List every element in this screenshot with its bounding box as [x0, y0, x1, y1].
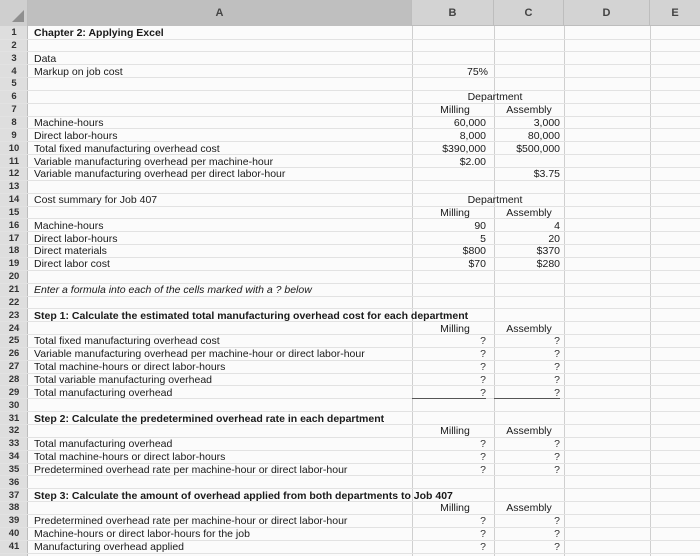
row-number[interactable]: 31 [8, 412, 20, 424]
row-number[interactable]: 30 [8, 399, 20, 411]
row-number[interactable]: 29 [8, 386, 20, 398]
sheet-row [0, 27, 700, 40]
column-header-e[interactable]: E [671, 7, 679, 19]
sheet-row [0, 490, 700, 503]
cell-b-value[interactable]: $390,000 [442, 142, 486, 155]
sheet-row [0, 425, 700, 438]
cell-b-value[interactable]: 5 [480, 232, 486, 245]
sheet-row [0, 194, 700, 207]
row-number[interactable]: 7 [11, 104, 17, 116]
cell-a-label[interactable]: Chapter 2: Applying Excel [34, 27, 164, 39]
cell-b-value[interactable]: $70 [468, 258, 486, 271]
cell-a-label[interactable]: Direct labor-hours [34, 129, 118, 142]
cell-a-label[interactable]: Machine-hours [34, 219, 104, 232]
cell-a-label[interactable]: Direct labor cost [34, 258, 110, 271]
cell-b-value[interactable]: Milling [440, 425, 470, 438]
cell-c-value[interactable]: 4 [554, 219, 560, 232]
formula-input-cell-c[interactable]: ? [554, 528, 560, 541]
row-number[interactable]: 32 [8, 425, 20, 437]
cell-a-label[interactable]: Variable manufacturing overhead per machine-hour or direct labor-hour [34, 348, 365, 361]
sheet-row [0, 220, 700, 233]
formula-input-cell-b[interactable]: ? [412, 387, 486, 400]
cell-a-label[interactable]: Markup on job cost [34, 65, 123, 78]
cell-a-label[interactable]: Variable manufacturing overhead per direct labor-hour [34, 168, 286, 181]
row-number[interactable]: 23 [8, 309, 20, 321]
cell-a-label[interactable]: Total fixed manufacturing overhead cost [34, 335, 220, 348]
row-number[interactable]: 21 [8, 284, 20, 295]
sheet-row [0, 297, 700, 310]
cell-b-value[interactable]: 75% [466, 65, 488, 78]
cell-c-value[interactable]: 3,000 [533, 116, 560, 129]
sheet-row [0, 233, 700, 246]
row-number[interactable]: 40 [8, 528, 20, 540]
sheet-row [0, 387, 700, 400]
sheet-row [0, 528, 700, 541]
select-all-corner[interactable] [0, 0, 28, 26]
cell-a-label[interactable]: Predetermined overhead rate per machine-hour or direct labor-hour [34, 463, 348, 476]
sheet-row [0, 143, 700, 156]
formula-input-cell-b[interactable]: ? [480, 438, 486, 451]
row-number[interactable]: 20 [8, 271, 20, 283]
cell-a-label[interactable]: Total fixed manufacturing overhead cost [34, 142, 220, 155]
sheet-row [0, 78, 700, 91]
cell-b-value[interactable]: Department [467, 91, 523, 104]
row-number[interactable]: 4 [11, 65, 17, 77]
sheet-row [0, 451, 700, 464]
row-number[interactable]: 36 [8, 476, 20, 488]
cell-a-label[interactable]: Total machine-hours or direct labor-hours [34, 361, 226, 374]
column-header-d[interactable]: D [564, 0, 650, 26]
row-number[interactable]: 27 [8, 361, 20, 373]
row-number[interactable]: 13 [8, 181, 20, 193]
sheet-row [0, 541, 700, 554]
cell-a-label[interactable]: Variable manufacturing overhead per machine-hour [34, 155, 274, 168]
cell-b-value[interactable]: Milling [440, 322, 470, 335]
sheet-row [0, 464, 700, 477]
row-number[interactable]: 5 [11, 78, 17, 90]
sheet-row [0, 258, 700, 271]
sheet-row [0, 207, 700, 220]
formula-input-cell-c[interactable]: ? [554, 438, 560, 451]
sheet-row [0, 335, 700, 348]
sheet-row [0, 245, 700, 258]
formula-input-cell-b[interactable]: ? [480, 335, 486, 348]
cell-a-label[interactable]: Direct materials [34, 245, 107, 258]
row-number[interactable]: 10 [8, 142, 20, 154]
sheet-row [0, 348, 700, 361]
cell-c-value[interactable]: 80,000 [527, 129, 560, 142]
row-number[interactable]: 9 [11, 129, 17, 141]
row-number[interactable]: 11 [8, 155, 20, 167]
cell-a-label[interactable]: Machine-hours or direct labor-hours for the job [34, 528, 250, 541]
row-number[interactable]: 28 [8, 373, 20, 385]
row-number[interactable]: 19 [8, 258, 20, 270]
cell-b-value[interactable]: 60,000 [453, 116, 486, 129]
cell-a-label[interactable]: Step 3: Calculate the amount of overhead applied from both departments to Job 407 [34, 489, 453, 502]
cell-c-value[interactable]: $280 [536, 258, 560, 271]
row-number[interactable]: 33 [8, 438, 20, 450]
select-all-icon [12, 10, 24, 22]
formula-input-cell-b[interactable]: ? [480, 451, 486, 464]
sheet-row [0, 40, 700, 53]
cell-a-label[interactable]: Step 1: Calculate the estimated total manufacturing overhead cost for each department [34, 309, 469, 322]
row-number[interactable]: 35 [8, 463, 20, 475]
cell-a-label[interactable]: Enter a formula into each of the cells marked with a ? below [34, 284, 312, 296]
cell-b-value[interactable]: 90 [474, 219, 486, 232]
sheet-row [0, 104, 700, 117]
sheet-row [0, 400, 700, 413]
sheet-row [0, 53, 700, 66]
cell-c-value[interactable]: Assembly [506, 206, 552, 219]
sheet-row [0, 477, 700, 490]
cell-c-value[interactable]: $500,000 [516, 142, 560, 155]
sheet-row [0, 130, 700, 143]
cell-c-value[interactable]: $370 [536, 245, 560, 258]
cell-b-value[interactable]: $2.00 [459, 155, 486, 168]
column-header-b[interactable]: B [412, 0, 494, 26]
cell-a-label[interactable]: Total variable manufacturing overhead [34, 373, 213, 386]
cell-c-value[interactable]: Assembly [506, 104, 552, 117]
row-number[interactable]: 25 [8, 335, 20, 347]
sheet-row [0, 323, 700, 336]
formula-input-cell-c[interactable]: ? [554, 463, 560, 476]
cell-c-value[interactable]: Assembly [506, 502, 552, 515]
formula-input-cell-c[interactable]: ? [554, 451, 560, 464]
cell-c-value[interactable]: $3.75 [533, 168, 560, 181]
cell-a-label[interactable]: Direct labor-hours [34, 232, 118, 245]
formula-input-cell-b[interactable]: ? [480, 515, 486, 528]
cell-a-label[interactable]: Machine-hours [34, 116, 104, 129]
cell-c-value[interactable]: Assembly [506, 322, 552, 335]
formula-input-cell-c[interactable]: ? [554, 335, 560, 348]
row-number[interactable]: 22 [8, 296, 20, 308]
formula-input-cell-c[interactable]: ? [554, 541, 560, 553]
formula-input-cell-b[interactable]: ? [480, 541, 486, 553]
sheet-row [0, 66, 700, 79]
cell-b-value[interactable]: Milling [440, 502, 470, 515]
row-number[interactable]: 3 [11, 52, 17, 64]
cell-b-value[interactable]: 8,000 [459, 129, 486, 142]
cell-a-label[interactable]: Total manufacturing overhead [34, 386, 173, 399]
cell-b-value[interactable]: Department [467, 194, 523, 207]
cell-a-label[interactable]: Predetermined overhead rate per machine-hour or direct labor-hour [34, 515, 348, 528]
sheet-row [0, 374, 700, 387]
cell-b-value[interactable]: $800 [462, 245, 486, 258]
row-number[interactable]: 12 [8, 168, 20, 180]
row-number[interactable]: 15 [8, 206, 20, 218]
cell-a-label[interactable]: Manufacturing overhead applied [34, 541, 185, 553]
sheet-row [0, 502, 700, 515]
row-number[interactable]: 8 [11, 116, 17, 128]
formula-input-cell-c[interactable]: ? [554, 348, 560, 361]
row-number[interactable]: 26 [8, 348, 20, 360]
sheet-row [0, 413, 700, 426]
row-number[interactable]: 18 [8, 245, 20, 257]
row-number[interactable]: 14 [8, 194, 20, 206]
sheet-row [0, 181, 700, 194]
sheet-row [0, 284, 700, 297]
row-number[interactable]: 2 [11, 39, 17, 51]
cell-c-value[interactable]: 20 [548, 232, 560, 245]
sheet-row [0, 310, 700, 323]
row-number[interactable]: 38 [8, 502, 20, 514]
row-number[interactable]: 6 [11, 91, 17, 103]
cell-a-label[interactable]: Total machine-hours or direct labor-hours [34, 451, 226, 464]
column-header-c[interactable]: C [494, 0, 564, 26]
formula-input-cell-c[interactable]: ? [554, 361, 560, 374]
row-number[interactable]: 16 [8, 219, 20, 231]
cell-a-label[interactable]: Data [34, 52, 57, 65]
row-number[interactable]: 41 [8, 541, 20, 552]
sheet-row [0, 91, 700, 104]
row-number[interactable]: 34 [8, 451, 20, 463]
cell-c-value[interactable]: Assembly [506, 425, 552, 438]
formula-input-cell-b[interactable]: ? [480, 528, 486, 541]
cell-a-label[interactable]: Cost summary for Job 407 [34, 194, 158, 207]
sheet-row [0, 156, 700, 169]
cell-b-value[interactable]: Milling [440, 104, 470, 117]
row-number[interactable]: 17 [8, 232, 20, 244]
formula-input-cell-b[interactable]: ? [480, 348, 486, 361]
sheet-row [0, 117, 700, 130]
formula-input-cell-c[interactable]: ? [554, 373, 560, 386]
formula-input-cell-c[interactable]: ? [494, 387, 560, 400]
cell-a-label[interactable]: Step 2: Calculate the predetermined overhead rate in each department [34, 412, 385, 425]
column-header-a[interactable]: A [28, 0, 412, 26]
formula-input-cell-b[interactable]: ? [480, 463, 486, 476]
row-number[interactable]: 37 [8, 489, 20, 501]
sheet-row [0, 168, 700, 181]
cell-a-label[interactable]: Total manufacturing overhead [34, 438, 173, 451]
row-number[interactable]: 24 [8, 322, 20, 334]
sheet-row [0, 271, 700, 284]
cell-b-value[interactable]: Milling [440, 206, 470, 219]
sheet-row [0, 438, 700, 451]
sheet-row [0, 361, 700, 374]
formula-input-cell-b[interactable]: ? [480, 361, 486, 374]
formula-input-cell-c[interactable]: ? [554, 515, 560, 528]
sheet-row [0, 515, 700, 528]
row-number[interactable]: 1 [11, 27, 17, 38]
row-number[interactable]: 39 [8, 515, 20, 527]
formula-input-cell-b[interactable]: ? [480, 373, 486, 386]
